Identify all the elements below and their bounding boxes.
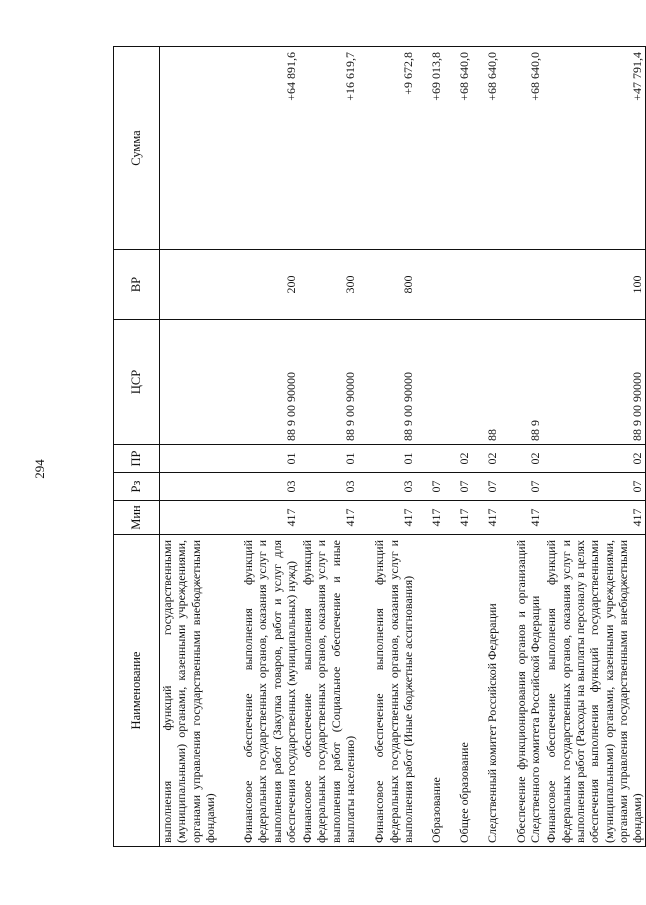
cell-pr: 02	[500, 445, 543, 473]
cell-csr: 88 9 00 90000	[218, 320, 299, 445]
cell-rz: 07	[472, 473, 500, 501]
cell-name: Финансовое обеспечение выполнения функций федеральных государственных органов, оказания услуг и выполнения работ (Закупка товаров, работ и услуг для обеспечения государственных (муниципальных) нужд)	[218, 535, 299, 847]
cell-name: Образование	[416, 535, 444, 847]
cell-vr	[416, 250, 444, 320]
cell-pr: 02	[472, 445, 500, 473]
cell-vr	[472, 250, 500, 320]
cell-pr	[160, 445, 219, 473]
cell-min: 417	[218, 501, 299, 535]
header-sum: Сумма	[114, 47, 160, 250]
cell-min: 417	[543, 501, 646, 535]
header-name: Наименование	[114, 535, 160, 847]
cell-vr	[160, 250, 219, 320]
table-row	[500, 47, 543, 847]
cell-name: выполнения функций государственными (муниципальными) органами, казенными учреждениями, органами управления государственными внебюджетными фондами)	[160, 535, 219, 847]
cell-rz: 03	[358, 473, 416, 501]
cell-csr	[416, 320, 444, 445]
table-row	[218, 47, 299, 847]
cell-pr: 02	[543, 445, 646, 473]
cell-pr: 01	[358, 445, 416, 473]
cell-pr: 01	[218, 445, 299, 473]
budget-table	[113, 46, 646, 847]
cell-rz: 07	[543, 473, 646, 501]
page-number-text: 294	[32, 459, 47, 479]
cell-name: Общее образование	[444, 535, 472, 847]
table-row	[160, 47, 219, 847]
table-row	[299, 47, 358, 847]
cell-sum: +9 672,8	[358, 47, 416, 250]
cell-csr	[160, 320, 219, 445]
cell-vr: 300	[299, 250, 358, 320]
cell-name: Финансовое обеспечение выполнения функций федеральных государственных органов, оказания услуг и выполнения работ (Иные бюджетные ассигнования)	[358, 535, 416, 847]
header-pr: ПР	[114, 445, 160, 473]
cell-pr: 02	[444, 445, 472, 473]
cell-rz: 07	[444, 473, 472, 501]
cell-sum: +64 891,6	[218, 47, 299, 250]
cell-sum: +68 640,0	[444, 47, 472, 250]
cell-pr: 01	[299, 445, 358, 473]
cell-csr: 88 9 00 90000	[543, 320, 646, 445]
cell-csr	[444, 320, 472, 445]
table-header-row	[114, 47, 160, 847]
cell-sum	[160, 47, 219, 250]
cell-min: 417	[299, 501, 358, 535]
cell-sum: +69 013,8	[416, 47, 444, 250]
cell-csr: 88	[472, 320, 500, 445]
cell-name: Финансовое обеспечение выполнения функций федеральных государственных органов, оказания услуг и выполнения работ (Социальное обеспечение и иные выплаты населению)	[299, 535, 358, 847]
cell-vr: 100	[543, 250, 646, 320]
header-min: Мин	[114, 501, 160, 535]
cell-sum: +47 791,4	[543, 47, 646, 250]
table-row	[543, 47, 646, 847]
header-vr: ВР	[114, 250, 160, 320]
cell-min: 417	[416, 501, 444, 535]
cell-rz: 07	[416, 473, 444, 501]
cell-rz: 07	[500, 473, 543, 501]
cell-min: 417	[500, 501, 543, 535]
page-number	[30, 454, 50, 484]
table-row	[416, 47, 444, 847]
table-row	[358, 47, 416, 847]
table-row	[444, 47, 472, 847]
cell-csr: 88 9 00 90000	[358, 320, 416, 445]
cell-sum: +16 619,7	[299, 47, 358, 250]
cell-pr	[416, 445, 444, 473]
header-csr: ЦСР	[114, 320, 160, 445]
budget-table-sheet	[113, 47, 645, 847]
cell-name: Финансовое обеспечение выполнения функций федеральных государственных органов, оказания услуг и выполнения работ (Расходы на выплаты персоналу в целях обеспечения выполнения функций государственными (муниципальными) органами, казенными учреждениями, органами управления государственными внебюджетными фондами)	[543, 535, 646, 847]
cell-name: Обеспечение функционирования органов и организаций Следственного комитета Российской Федерации	[500, 535, 543, 847]
cell-name: Следственный комитет Российской Федерации	[472, 535, 500, 847]
header-rz: Рз	[114, 473, 160, 501]
cell-min	[160, 501, 219, 535]
cell-vr	[500, 250, 543, 320]
cell-min: 417	[472, 501, 500, 535]
cell-min: 417	[358, 501, 416, 535]
cell-min: 417	[444, 501, 472, 535]
cell-rz: 03	[218, 473, 299, 501]
cell-sum: +68 640,0	[472, 47, 500, 250]
cell-vr	[444, 250, 472, 320]
cell-csr: 88 9	[500, 320, 543, 445]
cell-rz	[160, 473, 219, 501]
table-row	[472, 47, 500, 847]
cell-csr: 88 9 00 90000	[299, 320, 358, 445]
cell-vr: 200	[218, 250, 299, 320]
cell-rz: 03	[299, 473, 358, 501]
cell-vr: 800	[358, 250, 416, 320]
cell-sum: +68 640,0	[500, 47, 543, 250]
